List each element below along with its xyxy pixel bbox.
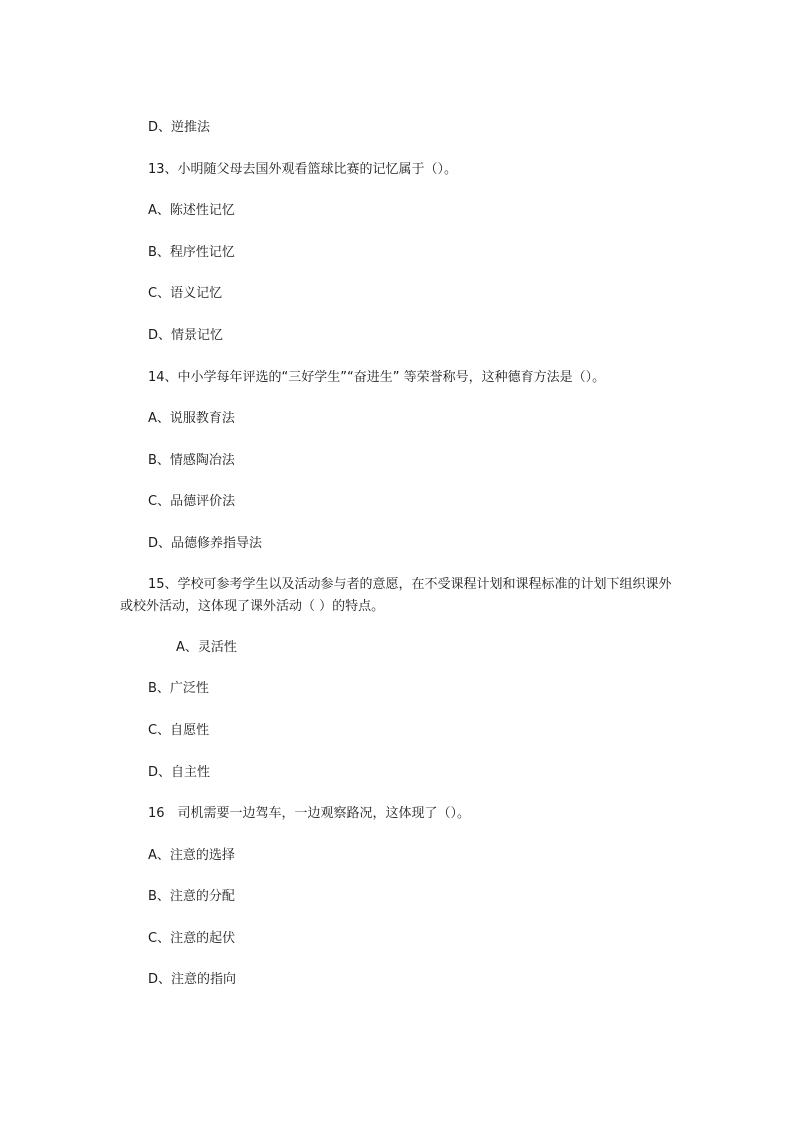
option-d-q14: D、品德修养指导法 [148, 536, 263, 551]
question-14: 14、中小学每年评选的“三好学生”“奋进生” 等荣誉称号，这种德育方法是（）。 [148, 370, 606, 385]
option-d-q13: D、情景记忆 [148, 328, 224, 343]
option-d-q12: D、逆推法 [148, 120, 211, 135]
question-15: 15、学校可参考学生以及活动参与者的意愿，在不受课程计划和课程标准的计划下组织课外或校外活动，这体现了课外活动（ ）的特点。 [120, 577, 672, 614]
option-b-q14: B、情感陶冶法 [148, 453, 235, 468]
option-b-q13: B、程序性记忆 [148, 245, 235, 260]
option-a-q15: A、灵活性 [176, 640, 237, 655]
question-13: 13、小明随父母去国外观看篮球比赛的记忆属于（）。 [148, 162, 458, 177]
option-a-q16: A、注意的选择 [148, 848, 235, 863]
option-a-q14: A、说服教育法 [148, 411, 235, 426]
option-d-q15: D、自主性 [148, 765, 211, 780]
option-b-q16: B、注意的分配 [148, 889, 235, 904]
option-c-q16: C、注意的起伏 [148, 931, 236, 946]
option-a-q13: A、陈述性记忆 [148, 203, 235, 218]
option-d-q16: D、注意的指向 [148, 972, 237, 987]
option-b-q15: B、广泛性 [148, 681, 209, 696]
option-c-q14: C、品德评价法 [148, 494, 236, 509]
question-16: 16 司机需要一边驾车，一边观察路况，这体现了（）。 [148, 806, 471, 821]
option-c-q13: C、语义记忆 [148, 286, 223, 301]
option-c-q15: C、自愿性 [148, 723, 210, 738]
